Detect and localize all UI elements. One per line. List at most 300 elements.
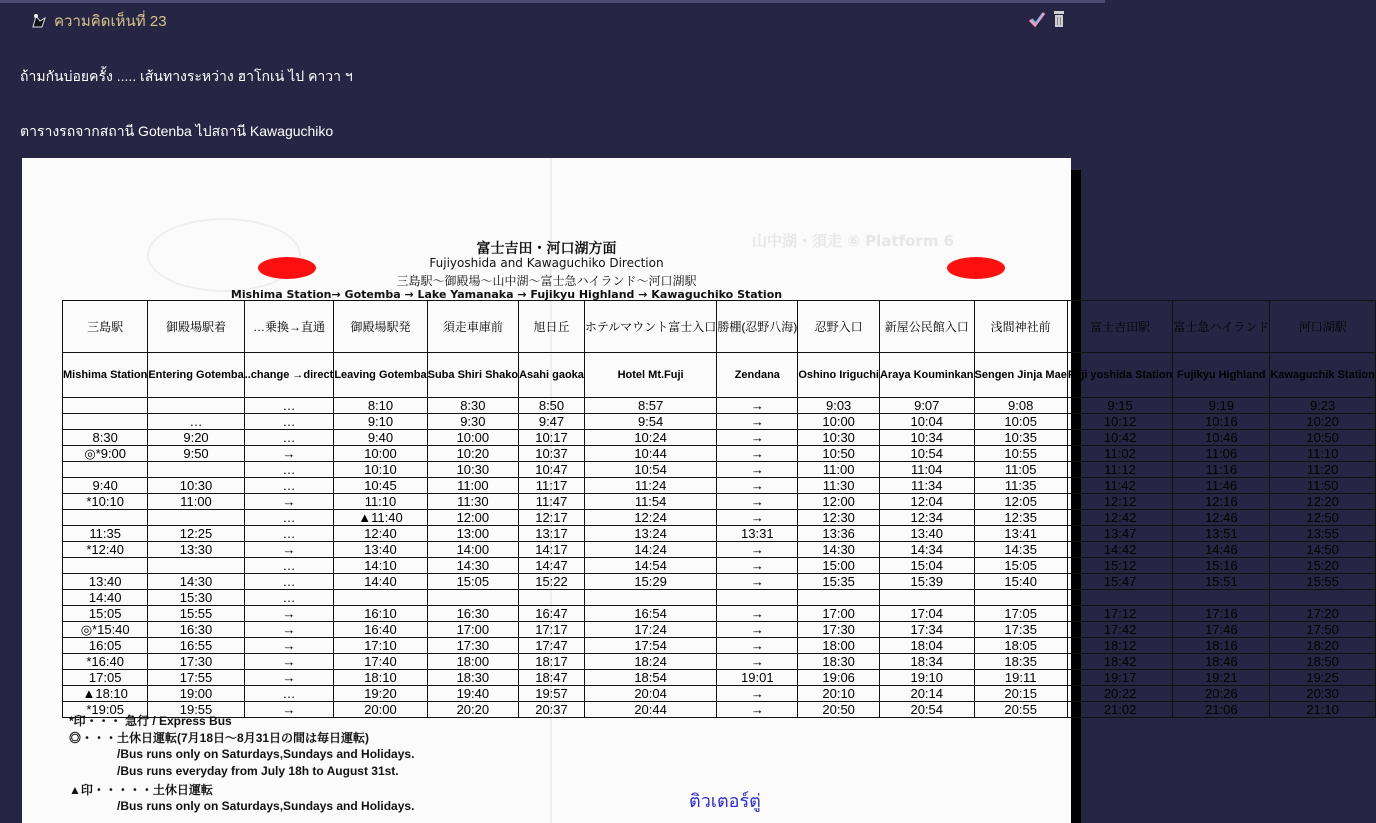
table-cell <box>334 590 427 606</box>
table-cell: → <box>244 446 334 462</box>
table-row <box>63 542 1376 558</box>
table-cell: 12:24 <box>584 510 716 526</box>
table-cell: 三島駅 <box>63 301 148 353</box>
table-cell: ..change →direct <box>244 353 334 398</box>
table-cell: 13:40 <box>63 574 148 590</box>
table-cell: → <box>717 478 798 494</box>
table-cell: Asahi gaoka <box>519 353 585 398</box>
table-cell: 11:05 <box>974 462 1067 478</box>
table-cell: 11:50 <box>1270 478 1376 494</box>
table-cell: 13:51 <box>1173 526 1270 542</box>
table-cell: 20:04 <box>584 686 716 702</box>
table-cell: 12:50 <box>1270 510 1376 526</box>
table-cell: ホテルマウント富士入口 <box>584 301 716 353</box>
comment-text-line-1: ถ้ามกันบ่อยครั้ง ..... เส้นทางระหว่าง ฮาโกเน่ ไป คาวา ฯ <box>20 68 353 84</box>
table-cell: 16:30 <box>148 622 244 638</box>
table-cell <box>63 414 148 430</box>
table-cell: 9:47 <box>519 414 585 430</box>
table-cell: ◎*9:00 <box>63 446 148 462</box>
table-cell: 14:10 <box>334 558 427 574</box>
table-cell: 12:04 <box>879 494 974 510</box>
table-cell: 20:30 <box>1270 686 1376 702</box>
table-cell: 18:34 <box>879 654 974 670</box>
table-cell: 16:10 <box>334 606 427 622</box>
table-cell: 14:34 <box>879 542 974 558</box>
table-cell: 19:57 <box>519 686 585 702</box>
table-cell: 15:16 <box>1173 558 1270 574</box>
table-cell: 19:20 <box>334 686 427 702</box>
table-cell: 18:50 <box>1270 654 1376 670</box>
ghost-text: 山中湖・須走 ⑥ Platform 6 <box>752 232 955 250</box>
table-cell: 10:24 <box>584 430 716 446</box>
table-cell: 9:19 <box>1173 398 1270 414</box>
table-cell: 9:03 <box>798 398 880 414</box>
table-cell: 10:17 <box>519 430 585 446</box>
table-row <box>63 510 1376 526</box>
table-cell: 10:54 <box>879 446 974 462</box>
table-cell: 15:55 <box>1270 574 1376 590</box>
table-cell: 勝棚(忍野八海) <box>717 301 798 353</box>
table-cell: 11:10 <box>334 494 427 510</box>
table-cell: … <box>244 574 334 590</box>
table-cell: … <box>244 462 334 478</box>
table-cell: 19:55 <box>148 702 244 718</box>
timetable-title-en: Fujiyoshida and Kawaguchiko Direction <box>429 256 664 270</box>
footnote-5: ▲印・・・・・土休日運転 <box>69 783 213 797</box>
table-cell: *10:10 <box>63 494 148 510</box>
table-cell: 20:10 <box>798 686 880 702</box>
table-cell: 17:30 <box>427 638 518 654</box>
table-cell: 10:35 <box>974 430 1067 446</box>
table-cell: 9:07 <box>879 398 974 414</box>
table-cell: 13:55 <box>1270 526 1376 542</box>
table-cell: 19:21 <box>1173 670 1270 686</box>
signature: ติวเตอร์ตู่ <box>689 791 761 811</box>
table-cell: 御殿場駅着 <box>148 301 244 353</box>
table-cell: 17:10 <box>334 638 427 654</box>
table-cell: 21:06 <box>1173 702 1270 718</box>
table-cell: 9:20 <box>148 430 244 446</box>
table-cell <box>63 462 148 478</box>
table-cell: Hotel Mt.Fuji <box>584 353 716 398</box>
table-cell: 11:17 <box>519 478 585 494</box>
table-cell: → <box>717 654 798 670</box>
table-cell: … <box>244 526 334 542</box>
table-cell: → <box>717 494 798 510</box>
table-cell: → <box>717 398 798 414</box>
footnote-4: /Bus runs everyday from July 18h to August 31st. <box>117 764 399 778</box>
table-cell: → <box>717 558 798 574</box>
table-cell: 16:05 <box>63 638 148 654</box>
table-cell: … <box>244 430 334 446</box>
table-cell: Entering Gotemba <box>148 353 244 398</box>
table-cell: 15:04 <box>879 558 974 574</box>
table-cell: 10:00 <box>798 414 880 430</box>
table-cell: 14:47 <box>519 558 585 574</box>
table-cell: 17:54 <box>584 638 716 654</box>
table-cell: → <box>717 622 798 638</box>
table-cell <box>1270 590 1376 606</box>
table-cell <box>879 590 974 606</box>
table-cell: 18:00 <box>798 638 880 654</box>
table-cell: 12:34 <box>879 510 974 526</box>
table-cell: 9:50 <box>148 446 244 462</box>
table-cell: 旭日丘 <box>519 301 585 353</box>
table-cell: 新屋公民館入口 <box>879 301 974 353</box>
table-cell: 富士吉田駅 <box>1067 301 1173 353</box>
table-cell: 8:30 <box>63 430 148 446</box>
table-cell: → <box>244 622 334 638</box>
table-cell: 9:23 <box>1270 398 1376 414</box>
table-cell: 11:42 <box>1067 478 1173 494</box>
footnote-2: ◎・・・土休日運転(7月18日〜8月31日の間は毎日運転) <box>69 731 370 745</box>
table-cell: Zendana <box>717 353 798 398</box>
table-cell: 12:46 <box>1173 510 1270 526</box>
table-cell: 11:12 <box>1067 462 1173 478</box>
table-cell: 11:16 <box>1173 462 1270 478</box>
table-cell: 10:44 <box>584 446 716 462</box>
table-cell: ▲11:40 <box>334 510 427 526</box>
table-cell: 11:04 <box>879 462 974 478</box>
timetable-route-jp: 三島駅〜御殿場〜山中湖〜富士急ハイランド〜河口湖駅 <box>396 274 697 288</box>
table-cell: 20:37 <box>519 702 585 718</box>
table-cell: … <box>244 590 334 606</box>
table-row <box>63 606 1376 622</box>
table-row <box>63 686 1376 702</box>
table-cell: → <box>244 494 334 510</box>
table-cell: 15:47 <box>1067 574 1173 590</box>
check-icon[interactable] <box>1029 10 1045 28</box>
table-cell: 21:10 <box>1270 702 1376 718</box>
table-cell: *12:40 <box>63 542 148 558</box>
table-cell: 19:06 <box>798 670 880 686</box>
table-cell: 13:41 <box>974 526 1067 542</box>
table-cell: 12:00 <box>427 510 518 526</box>
table-cell: → <box>717 462 798 478</box>
table-cell: 10:20 <box>1270 414 1376 430</box>
table-row <box>63 398 1376 414</box>
table-cell: 18:00 <box>427 654 518 670</box>
table-cell: 12:17 <box>519 510 585 526</box>
table-cell: → <box>244 670 334 686</box>
user-icon <box>30 12 48 30</box>
table-cell: ◎*15:40 <box>63 622 148 638</box>
table-cell: 12:30 <box>798 510 880 526</box>
table-cell: 15:55 <box>148 606 244 622</box>
table-cell: 15:40 <box>974 574 1067 590</box>
comment-title: ความคิดเห็นที่ 23 <box>54 13 167 30</box>
table-cell: 18:20 <box>1270 638 1376 654</box>
table-cell: → <box>244 542 334 558</box>
table-row <box>63 494 1376 510</box>
table-cell: 11:06 <box>1173 446 1270 462</box>
table-cell: 13:40 <box>879 526 974 542</box>
table-cell: 18:10 <box>334 670 427 686</box>
table-cell: 忍野入口 <box>798 301 880 353</box>
table-cell: 10:42 <box>1067 430 1173 446</box>
table-cell: 15:05 <box>63 606 148 622</box>
table-cell: Oshino Iriguchi <box>798 353 880 398</box>
table-cell: 17:50 <box>1270 622 1376 638</box>
table-cell: 17:55 <box>148 670 244 686</box>
table-cell <box>519 590 585 606</box>
table-cell: 14:30 <box>148 574 244 590</box>
table-cell: 12:35 <box>974 510 1067 526</box>
table-cell: 16:30 <box>427 606 518 622</box>
table-cell: Mishima Station <box>63 353 148 398</box>
table-cell: → <box>717 638 798 654</box>
table-row <box>63 670 1376 686</box>
table-row <box>63 654 1376 670</box>
comment-text-line-2: ตารางรถจากสถานี Gotenba ไปสถานี Kawaguchiko <box>20 123 334 139</box>
table-cell: 11:54 <box>584 494 716 510</box>
table-cell: 11:30 <box>427 494 518 510</box>
table-row <box>63 574 1376 590</box>
table-cell: 18:17 <box>519 654 585 670</box>
table-cell: 15:12 <box>1067 558 1173 574</box>
table-cell: 17:46 <box>1173 622 1270 638</box>
table-cell: 10:30 <box>148 478 244 494</box>
table-cell: 16:40 <box>334 622 427 638</box>
table-cell: 10:05 <box>974 414 1067 430</box>
table-cell: 17:05 <box>63 670 148 686</box>
timetable-route-en: Mishima Station→ Gotemba → Lake Yamanaka → Fujikyu Highland → Kawaguchiko Station <box>230 288 783 301</box>
table-cell: …乗換→直通 <box>244 301 334 353</box>
table-cell: 13:40 <box>334 542 427 558</box>
table-row <box>63 414 1376 430</box>
table-cell: … <box>244 478 334 494</box>
table-cell: → <box>244 606 334 622</box>
table-row <box>63 702 1376 718</box>
table-cell: 8:30 <box>427 398 518 414</box>
table-cell: 17:00 <box>798 606 880 622</box>
table-cell: *16:40 <box>63 654 148 670</box>
table-row <box>63 590 1376 606</box>
table-cell: 20:22 <box>1067 686 1173 702</box>
table-cell: 16:47 <box>519 606 585 622</box>
table-row <box>63 526 1376 542</box>
trash-icon[interactable] <box>1051 10 1067 28</box>
table-cell <box>63 558 148 574</box>
table-cell: 11:46 <box>1173 478 1270 494</box>
table-cell: 18:24 <box>584 654 716 670</box>
table-cell: 10:12 <box>1067 414 1173 430</box>
table-cell: 浅間神社前 <box>974 301 1067 353</box>
table-cell: 12:16 <box>1173 494 1270 510</box>
table-cell: 14:54 <box>584 558 716 574</box>
table-cell <box>427 590 518 606</box>
table-cell: 15:20 <box>1270 558 1376 574</box>
table-cell: 19:17 <box>1067 670 1173 686</box>
table-cell: 10:50 <box>1270 430 1376 446</box>
table-cell: → <box>244 638 334 654</box>
table-cell: *19:05 <box>63 702 148 718</box>
table-cell: 14:42 <box>1067 542 1173 558</box>
table-cell: 21:02 <box>1067 702 1173 718</box>
table-cell: 10:30 <box>798 430 880 446</box>
table-cell <box>148 510 244 526</box>
table-cell: 20:26 <box>1173 686 1270 702</box>
table-cell: 15:51 <box>1173 574 1270 590</box>
table-cell: 15:22 <box>519 574 585 590</box>
table-cell: 河口湖駅 <box>1270 301 1376 353</box>
table-cell: 10:16 <box>1173 414 1270 430</box>
table-cell: 11:02 <box>1067 446 1173 462</box>
table-cell: 9:15 <box>1067 398 1173 414</box>
table-cell: 8:10 <box>334 398 427 414</box>
table-cell: 15:05 <box>974 558 1067 574</box>
table-cell: 12:20 <box>1270 494 1376 510</box>
header-row-jp <box>63 301 1376 353</box>
table-cell <box>1173 590 1270 606</box>
comment-header <box>30 9 167 33</box>
table-row <box>63 558 1376 574</box>
table-cell: → <box>717 574 798 590</box>
table-cell: 8:57 <box>584 398 716 414</box>
table-cell: … <box>244 686 334 702</box>
table-cell: 17:42 <box>1067 622 1173 638</box>
redaction-mark-left <box>258 257 316 279</box>
table-cell: 18:30 <box>798 654 880 670</box>
footnote-6: /Bus runs only on Saturdays,Sundays and Holidays. <box>117 799 415 813</box>
table-cell: 17:16 <box>1173 606 1270 622</box>
table-cell: → <box>717 606 798 622</box>
table-cell: 9:54 <box>584 414 716 430</box>
table-cell: 15:05 <box>427 574 518 590</box>
table-cell: 20:44 <box>584 702 716 718</box>
table-cell <box>798 590 880 606</box>
table-cell: Araya Kouminkan <box>879 353 974 398</box>
table-cell: Suba Shiri Shako <box>427 353 518 398</box>
table-cell: 11:35 <box>63 526 148 542</box>
footnote-3: /Bus runs only on Saturdays,Sundays and Holidays. <box>117 747 415 761</box>
table-cell: → <box>244 654 334 670</box>
table-cell: 11:00 <box>148 494 244 510</box>
table-cell: 18:42 <box>1067 654 1173 670</box>
table-cell: Kawaguchik Station <box>1270 353 1376 398</box>
table-cell <box>63 510 148 526</box>
table-cell: … <box>148 414 244 430</box>
table-cell: 18:05 <box>974 638 1067 654</box>
table-cell: 16:54 <box>584 606 716 622</box>
table-cell: 13:47 <box>1067 526 1173 542</box>
table-row <box>63 622 1376 638</box>
table-cell: 10:20 <box>427 446 518 462</box>
table-cell: Fujikyu Highland <box>1173 353 1270 398</box>
table-cell: 14:17 <box>519 542 585 558</box>
table-cell: 17:05 <box>974 606 1067 622</box>
comment-tools <box>1029 10 1067 28</box>
table-cell: 11:00 <box>427 478 518 494</box>
table-cell: 12:05 <box>974 494 1067 510</box>
header-row-en <box>63 353 1376 398</box>
table-cell: 14:30 <box>798 542 880 558</box>
table-cell: 9:40 <box>334 430 427 446</box>
table-cell: 12:42 <box>1067 510 1173 526</box>
table-cell: → <box>717 430 798 446</box>
table-cell: 19:25 <box>1270 670 1376 686</box>
table-cell: 10:47 <box>519 462 585 478</box>
timetable-image <box>22 158 1375 823</box>
table-cell: 12:00 <box>798 494 880 510</box>
table-row <box>63 462 1376 478</box>
table-cell: → <box>717 702 798 718</box>
table-cell: 13:36 <box>798 526 880 542</box>
table-cell: 17:30 <box>148 654 244 670</box>
table-cell: 17:20 <box>1270 606 1376 622</box>
table-cell: 18:46 <box>1173 654 1270 670</box>
table-cell: 18:12 <box>1067 638 1173 654</box>
table-cell: → <box>717 686 798 702</box>
table-cell: 20:55 <box>974 702 1067 718</box>
table-cell: 15:35 <box>798 574 880 590</box>
table-cell: 20:20 <box>427 702 518 718</box>
table-cell: 11:20 <box>1270 462 1376 478</box>
table-cell: 15:39 <box>879 574 974 590</box>
table-cell: 20:15 <box>974 686 1067 702</box>
table-cell: 17:30 <box>798 622 880 638</box>
table-cell: 9:08 <box>974 398 1067 414</box>
table-cell: 14:00 <box>427 542 518 558</box>
redaction-mark-right <box>947 257 1005 279</box>
table-cell: 10:55 <box>974 446 1067 462</box>
table-cell: 17:40 <box>334 654 427 670</box>
table-cell: 14:50 <box>1270 542 1376 558</box>
table-cell: ▲18:10 <box>63 686 148 702</box>
table-cell: 17:35 <box>974 622 1067 638</box>
table-cell: 9:40 <box>63 478 148 494</box>
table-row <box>63 638 1376 654</box>
table-cell: 11:10 <box>1270 446 1376 462</box>
table-cell: 17:47 <box>519 638 585 654</box>
table-cell: 須走車庫前 <box>427 301 518 353</box>
table-cell <box>63 398 148 414</box>
table-cell: 富士急ハイランド <box>1173 301 1270 353</box>
table-cell: → <box>717 542 798 558</box>
table-cell: 14:24 <box>584 542 716 558</box>
table-row <box>63 430 1376 446</box>
timetable-title-jp: 富士吉田・河口湖方面 <box>476 241 617 257</box>
table-cell: 15:30 <box>148 590 244 606</box>
table-cell <box>717 590 798 606</box>
table-cell: → <box>244 702 334 718</box>
table-cell: 13:24 <box>584 526 716 542</box>
table-cell: Fuji yoshida Station <box>1067 353 1173 398</box>
table-cell: 9:10 <box>334 414 427 430</box>
table-cell: 10:45 <box>334 478 427 494</box>
table-cell: 19:00 <box>148 686 244 702</box>
table-cell: → <box>717 414 798 430</box>
table-cell: 10:30 <box>427 462 518 478</box>
table-cell <box>148 558 244 574</box>
table-cell: 15:29 <box>584 574 716 590</box>
table-cell: → <box>717 510 798 526</box>
table-cell: 17:00 <box>427 622 518 638</box>
table-cell: … <box>244 558 334 574</box>
top-border <box>0 0 1105 3</box>
table-cell: 11:30 <box>798 478 880 494</box>
table-cell: 11:00 <box>798 462 880 478</box>
table-cell: 11:47 <box>519 494 585 510</box>
table-cell: 14:40 <box>63 590 148 606</box>
table-cell: 11:34 <box>879 478 974 494</box>
table-cell: 10:37 <box>519 446 585 462</box>
table-cell: 9:30 <box>427 414 518 430</box>
table-cell: 18:30 <box>427 670 518 686</box>
table-cell: 御殿場駅発 <box>334 301 427 353</box>
table-cell: 13:00 <box>427 526 518 542</box>
table-cell <box>148 462 244 478</box>
